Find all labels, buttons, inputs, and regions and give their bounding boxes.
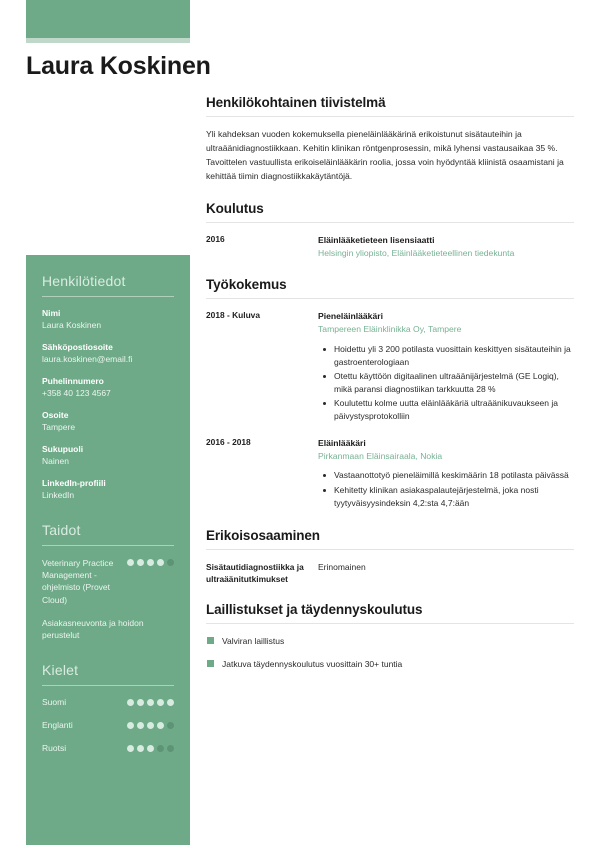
rating-dot-filled bbox=[127, 699, 134, 706]
summary-text: Yli kahdeksan vuoden kokemuksella pieneläinlääkärinä erikoistunut sisätauteihin ja ultraäänidiagnostiikkaan. Kehitin klinikan röntgenprosessin, mikä lyhensi vastausaikaa 35 %. Tavoittelen vastuullista erikoiseläinlääkärin roolia, jossa voin hyödyntää kliinistä osaamistani ja kehittää tiimin diagnostiikkakäytäntöjä. bbox=[206, 129, 564, 181]
rating-dot-filled bbox=[157, 559, 164, 566]
rating-dot-filled bbox=[127, 745, 134, 752]
rating-dot-filled bbox=[137, 699, 144, 706]
experience-bullet: Koulutettu kolme uutta eläinlääkäriä ultraäänikuvaukseen ja päivystysprotokolliin bbox=[318, 397, 574, 423]
section-specialization bbox=[206, 528, 574, 585]
experience-period: 2016 - 2018 bbox=[206, 437, 251, 448]
rating-dot-empty bbox=[157, 745, 164, 752]
main-content bbox=[206, 95, 574, 688]
sidebar-heading-personal-details: Henkilötiedot bbox=[42, 273, 126, 289]
skill-rating-dots bbox=[127, 557, 174, 566]
skill-label: Asiakasneuvonta ja hoidon perustelut bbox=[42, 617, 144, 641]
experience-bullet: Vastaanottotyö pieneläimillä keskimäärin 18 potilasta päivässä bbox=[318, 469, 574, 482]
rating-dot-filled bbox=[147, 559, 154, 566]
detail-value[interactable]: +358 40 123 4567 bbox=[42, 388, 111, 399]
detail-item-email bbox=[42, 342, 174, 366]
rating-dot-filled bbox=[157, 722, 164, 729]
detail-value: Tampere bbox=[42, 422, 76, 433]
section-divider bbox=[206, 549, 574, 550]
section-title-specialization: Erikoisosaaminen bbox=[206, 528, 320, 543]
detail-value: Laura Koskinen bbox=[42, 320, 102, 331]
language-item bbox=[42, 697, 174, 707]
rating-dot-filled bbox=[137, 745, 144, 752]
language-rating-dots bbox=[127, 697, 174, 706]
detail-label: LinkedIn-profiili bbox=[42, 477, 106, 488]
language-label: Englanti bbox=[42, 719, 73, 730]
section-certifications bbox=[206, 602, 574, 671]
experience-role: Pieneläinlääkäri bbox=[318, 310, 383, 321]
sidebar-divider bbox=[42, 685, 174, 686]
experience-organization: Tampereen Eläinklinikka Oy, Tampere bbox=[318, 323, 462, 334]
detail-value: Nainen bbox=[42, 456, 69, 467]
education-institution: Helsingin yliopisto, Eläinlääketieteellinen tiedekunta bbox=[318, 247, 515, 258]
experience-bullet: Otettu käyttöön digitaalinen ultraäänijärjestelmä (GE Logiq), mikä paransi diagnostiikan tarkkuutta 28 % bbox=[318, 370, 574, 396]
certification-list bbox=[206, 635, 574, 671]
experience-bullet-list bbox=[318, 343, 574, 424]
language-rating-dots bbox=[127, 743, 174, 752]
rating-dot-filled bbox=[127, 559, 134, 566]
detail-label: Sähköpostiosoite bbox=[42, 341, 113, 352]
sidebar-divider bbox=[42, 296, 174, 297]
section-title-education: Koulutus bbox=[206, 200, 264, 216]
sidebar-heading-languages: Kielet bbox=[42, 661, 79, 678]
rating-dot-empty bbox=[167, 745, 174, 752]
sidebar-section-personal-details bbox=[42, 273, 174, 502]
detail-value[interactable]: LinkedIn bbox=[42, 490, 75, 501]
rating-dot-empty bbox=[167, 722, 174, 729]
certification-item: Valviran laillistus bbox=[206, 635, 574, 648]
sidebar-section-languages bbox=[42, 662, 174, 753]
detail-item-gender bbox=[42, 444, 174, 468]
section-education bbox=[206, 201, 574, 260]
page-title: Laura Koskinen bbox=[26, 52, 211, 80]
experience-bullet: Hoidettu yli 3 200 potilasta vuosittain keskittyen sisätauteihin ja gastroenterologiaan bbox=[318, 343, 574, 369]
experience-details bbox=[318, 310, 574, 425]
section-title-summary: Henkilökohtainen tiivistelmä bbox=[206, 95, 386, 110]
detail-item-linkedin bbox=[42, 478, 174, 502]
detail-item-nimi bbox=[42, 308, 174, 332]
section-divider bbox=[206, 623, 574, 624]
section-divider bbox=[206, 116, 574, 117]
header-accent-strip bbox=[26, 38, 190, 43]
specialization-level: Erinomainen bbox=[318, 562, 366, 572]
education-details bbox=[318, 234, 574, 260]
section-divider bbox=[206, 298, 574, 299]
education-period: 2016 bbox=[206, 234, 225, 245]
section-experience bbox=[206, 277, 574, 511]
certification-item: Jatkuva täydennyskoulutus vuosittain 30+ tuntia bbox=[206, 658, 574, 671]
language-item bbox=[42, 720, 174, 730]
rating-dot-filled bbox=[147, 722, 154, 729]
skill-label: Veterinary Practice Management - ohjelmisto (Provet Cloud) bbox=[42, 557, 114, 605]
rating-dot-filled bbox=[147, 745, 154, 752]
experience-role: Eläinlääkäri bbox=[318, 437, 366, 448]
rating-dot-filled bbox=[137, 559, 144, 566]
detail-label: Osoite bbox=[42, 409, 69, 420]
specialization-name: Sisätautidiagnostiikka ja ultraäänitutkimukset bbox=[206, 562, 304, 585]
section-divider bbox=[206, 222, 574, 223]
education-degree: Eläinlääketieteen lisensiaatti bbox=[318, 234, 435, 245]
detail-label: Sukupuoli bbox=[42, 443, 84, 454]
sidebar-divider bbox=[42, 545, 174, 546]
rating-dot-filled bbox=[147, 699, 154, 706]
detail-label: Puhelinnumero bbox=[42, 375, 104, 386]
language-rating-dots bbox=[127, 720, 174, 729]
rating-dot-filled bbox=[127, 722, 134, 729]
experience-bullet: Kehitetty klinikan asiakaspalautejärjestelmä, joka nosti tyytyväisyysindeksin 4,2:sta 4,7:ään bbox=[318, 484, 574, 510]
skill-item bbox=[42, 557, 174, 606]
sidebar bbox=[26, 255, 190, 845]
experience-organization: Pirkanmaan Eläinsairaala, Nokia bbox=[318, 450, 443, 461]
section-summary bbox=[206, 95, 574, 184]
experience-entry bbox=[206, 310, 574, 425]
rating-dot-filled bbox=[157, 699, 164, 706]
skill-item bbox=[42, 617, 174, 642]
rating-dot-filled bbox=[167, 699, 174, 706]
rating-dot-filled bbox=[137, 722, 144, 729]
detail-item-address bbox=[42, 410, 174, 434]
experience-details bbox=[318, 437, 574, 511]
experience-entry bbox=[206, 437, 574, 511]
section-title-experience: Työkokemus bbox=[206, 276, 287, 292]
sidebar-heading-skills: Taidot bbox=[42, 521, 81, 538]
language-label: Suomi bbox=[42, 696, 67, 707]
language-item bbox=[42, 743, 174, 753]
language-label: Ruotsi bbox=[42, 742, 67, 753]
rating-dot-empty bbox=[167, 559, 174, 566]
detail-item-phone bbox=[42, 376, 174, 400]
experience-bullet-list bbox=[318, 469, 574, 510]
experience-period: 2018 - Kuluva bbox=[206, 310, 260, 321]
detail-value[interactable]: laura.koskinen@email.fi bbox=[42, 354, 133, 365]
header-accent-block bbox=[26, 0, 190, 38]
sidebar-section-skills bbox=[42, 522, 174, 642]
section-title-certifications: Laillistukset ja täydennyskoulutus bbox=[206, 602, 423, 618]
detail-label: Nimi bbox=[42, 308, 61, 318]
specialization-entry bbox=[206, 561, 574, 585]
education-entry bbox=[206, 234, 574, 260]
